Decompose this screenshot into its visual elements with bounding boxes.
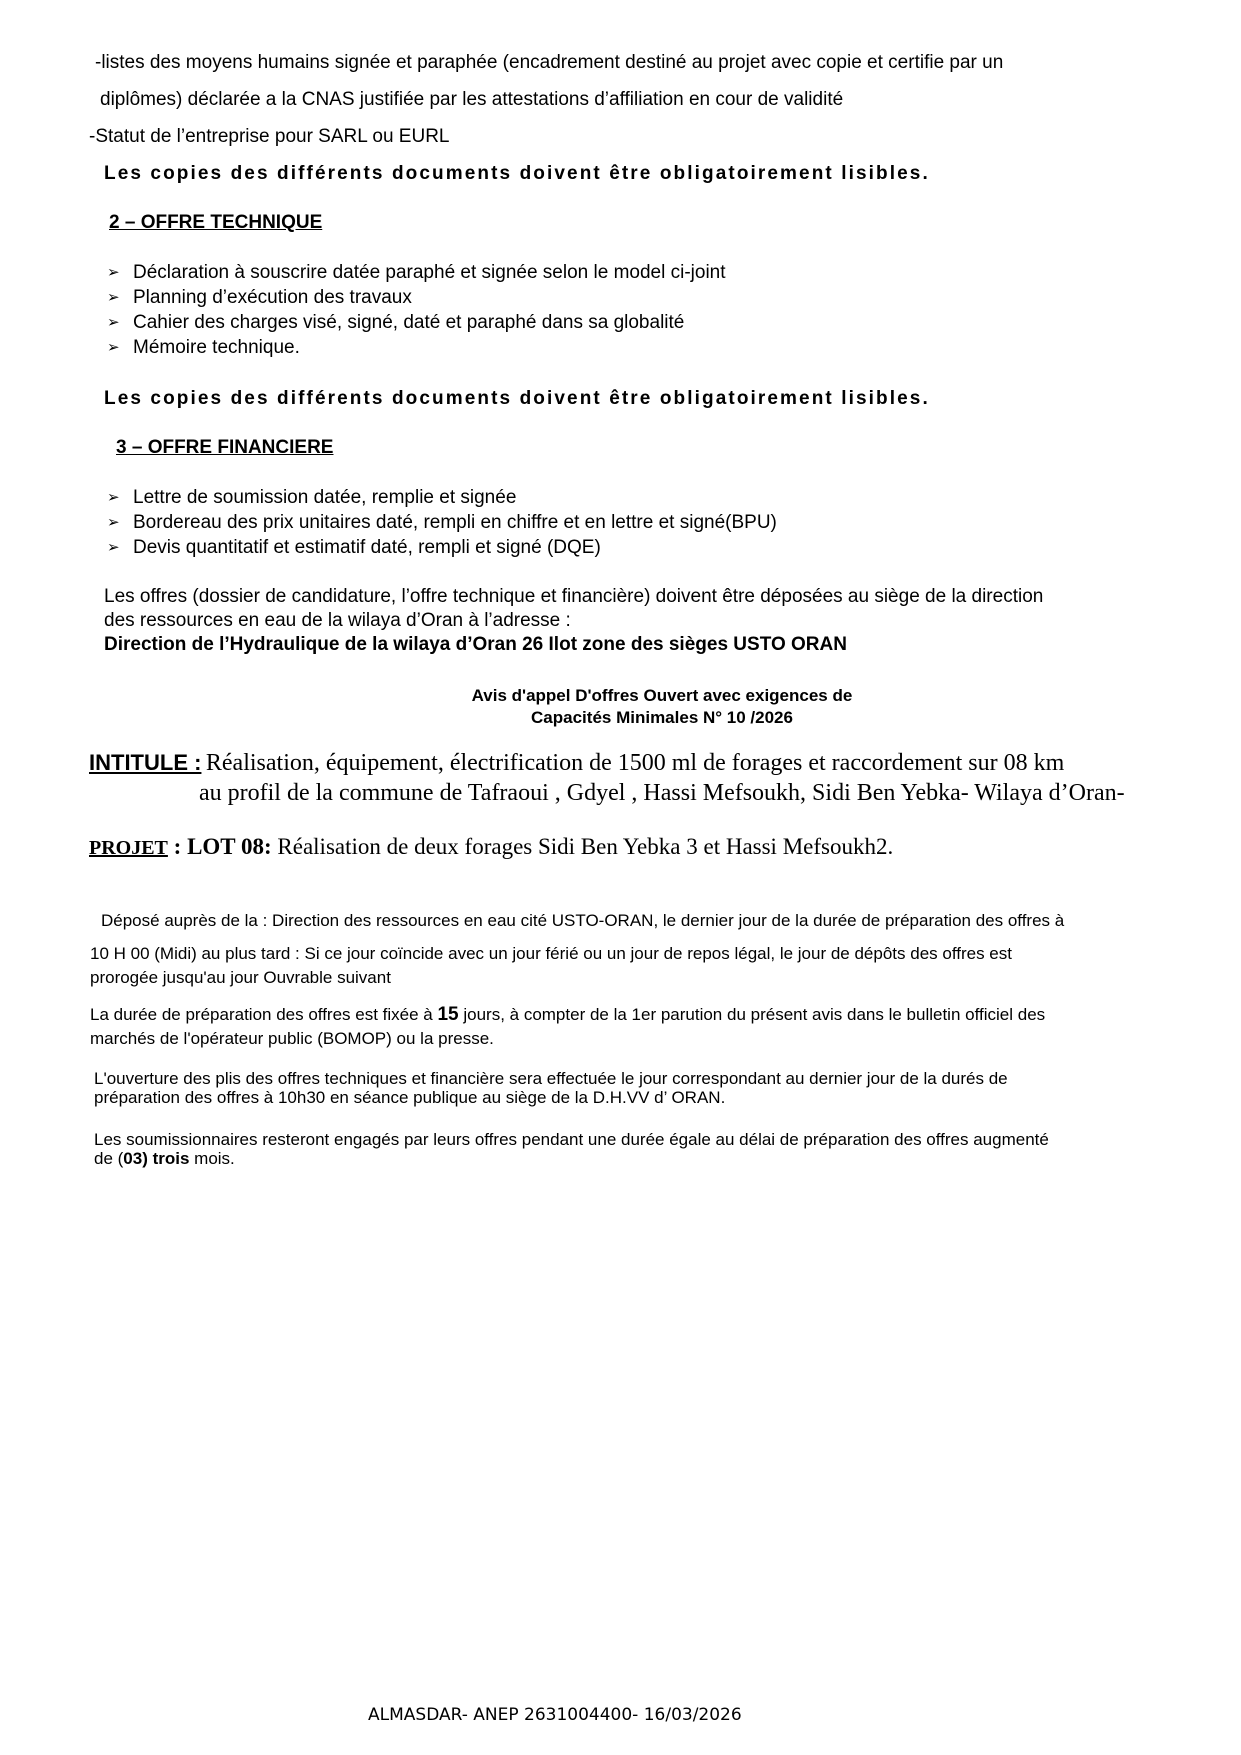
intro-line-2: diplômes) déclarée a la CNAS justifiée par les attestations d’affiliation en cour de validité xyxy=(100,89,844,110)
intitule-line-2: au profil de la commune de Tafraoui , Gdyel , Hassi Mefsoukh, Sidi Ben Yebka- Wilaya d’Oran- xyxy=(199,780,1125,806)
conditions-p2-line-2: marchés de l'opérateur public (BOMOP) ou la presse. xyxy=(90,1029,494,1048)
technical-offer-heading: 2 – OFFRE TECHNIQUE xyxy=(109,212,323,233)
projet-text: Réalisation de deux forages Sidi Ben Yebka 3 et Hassi Mefsoukh2. xyxy=(271,834,894,859)
arrow-bullet-icon: ➢ xyxy=(107,314,120,331)
p2-days: 15 xyxy=(437,1004,459,1025)
technical-offer-list xyxy=(107,260,726,360)
list-item: ➢ Déclaration à souscrire datée paraphé et signée selon le model ci-joint xyxy=(107,262,726,283)
conditions-p4-line-1: Les soumissionnaires resteront engagés par leurs offres pendant une durée égale au délai de préparation des offres augmenté xyxy=(94,1130,1049,1149)
arrow-bullet-icon: ➢ xyxy=(107,489,120,506)
p2-post: jours, à compter de la 1er parution du présent avis dans le bulletin officiel des xyxy=(458,1005,1046,1024)
financial-offer-list xyxy=(107,485,777,560)
conditions-p1-line-3: prorogée jusqu'au jour Ouvrable suivant xyxy=(90,968,391,987)
intitule-block xyxy=(89,750,1064,777)
p4-post: mois. xyxy=(189,1149,235,1168)
list-item: ➢ Mémoire technique. xyxy=(107,337,300,358)
arrow-bullet-icon: ➢ xyxy=(107,264,120,281)
list-item: ➢ Planning d’exécution des travaux xyxy=(107,287,412,308)
list-item: ➢ Cahier des charges visé, signé, daté et paraphé dans sa globalité xyxy=(107,312,685,333)
conditions-p1-line-2: 10 H 00 (Midi) au plus tard : Si ce jour coïncide avec un jour férié ou un jour de repos légal, le jour de dépôts des offres est xyxy=(90,944,1012,963)
arrow-bullet-icon: ➢ xyxy=(107,539,120,556)
arrow-bullet-icon: ➢ xyxy=(107,289,120,306)
intro-line-3: -Statut de l’entreprise pour SARL ou EURL xyxy=(89,126,450,147)
projet-block xyxy=(89,834,893,860)
projet-label: PROJET xyxy=(89,837,168,859)
intitule-label: INTITULE : xyxy=(89,750,202,775)
conditions-p4-line-2 xyxy=(94,1149,235,1169)
deposit-line-2: des ressources en eau de la wilaya d’Oran à l’adresse : xyxy=(104,610,571,631)
footer-reference: ALMASDAR- ANEP 2631004400- 16/03/2026 xyxy=(368,1705,742,1725)
projet-lot: LOT 08: xyxy=(187,834,272,859)
intitule-line-1: Réalisation, équipement, électrification de 1500 ml de forages et raccordement sur 08 km xyxy=(205,750,1065,776)
conditions-p2-line-1 xyxy=(90,1004,1045,1026)
p4-pre: de ( xyxy=(94,1149,124,1168)
deposit-line-1: Les offres (dossier de candidature, l’offre technique et financière) doivent être déposées au siège de la direction xyxy=(104,586,1044,607)
intro-line-1: -listes des moyens humains signée et paraphée (encadrement destiné au projet avec copie et certifie par un xyxy=(95,52,1004,73)
conditions-p1-line-1: Déposé auprès de la : Direction des ressources en eau cité USTO-ORAN, le dernier jour de la durée de préparation des offres à xyxy=(101,911,1065,930)
projet-colon: : xyxy=(167,834,188,859)
p2-pre: La durée de préparation des offres est fixée à xyxy=(90,1005,438,1024)
list-item: ➢ Devis quantitatif et estimatif daté, rempli et signé (DQE) xyxy=(107,537,601,558)
list-item: ➢ Bordereau des prix unitaires daté, rempli en chiffre et en lettre et signé(BPU) xyxy=(107,512,777,533)
avis-line-1: Avis d'appel D'offres Ouvert avec exigences de xyxy=(471,686,853,705)
legibility-notice-1: Les copies des différents documents doivent être obligatoirement lisibles. xyxy=(104,163,930,184)
financial-offer-heading: 3 – OFFRE FINANCIERE xyxy=(116,437,334,458)
legibility-notice-2: Les copies des différents documents doivent être obligatoirement lisibles. xyxy=(104,388,930,409)
arrow-bullet-icon: ➢ xyxy=(107,514,120,531)
arrow-bullet-icon: ➢ xyxy=(107,339,120,356)
p4-bold: 03) trois xyxy=(123,1149,190,1168)
deposit-address: Direction de l’Hydraulique de la wilaya d’Oran 26 Ilot zone des sièges USTO ORAN xyxy=(104,634,847,655)
conditions-p3-line-2: préparation des offres à 10h30 en séance publique au siège de la D.H.VV d’ ORAN. xyxy=(94,1088,726,1107)
avis-line-2: Capacités Minimales N° 10 /2026 xyxy=(531,708,793,727)
conditions-p3-line-1: L'ouverture des plis des offres techniques et financière sera effectuée le jour correspondant au dernier jour de la durés de xyxy=(94,1069,1008,1088)
list-item: ➢ Lettre de soumission datée, remplie et signée xyxy=(107,487,517,508)
